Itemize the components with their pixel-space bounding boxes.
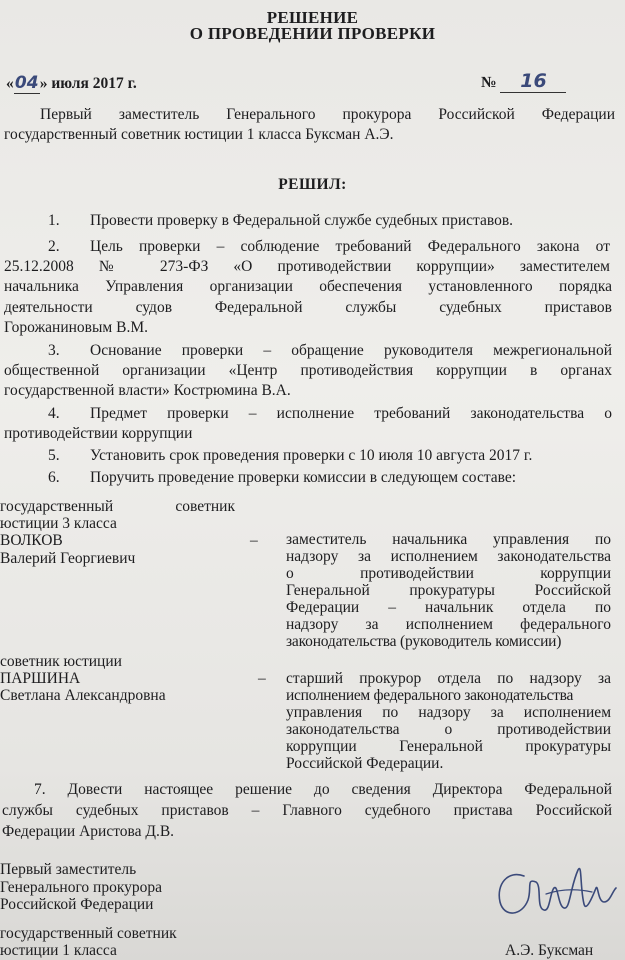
item-number: 2. [48,238,60,255]
date-open-quote: « [6,75,14,92]
member-role-line: о противодействии коррупции [286,565,611,582]
doc-title-line1: РЕШЕНИЕ [266,8,359,27]
item-number: 4. [48,405,60,422]
member-role-line: исполнением федерального законодательства [286,687,574,704]
item-text-line: Цель проверки – соблюдение требований Федерального закона от [90,238,610,255]
member-role-line: Российской Федерации. [286,755,444,772]
intro-line-1: Первый заместитель Генерального прокурора Российской Федерации [40,106,615,123]
item-text-line: противодействии коррупции [4,425,193,442]
item7-line: службы судебных приставов – Главного судебного пристава Российской [2,802,612,819]
member-role-line: законодательства о противодействии [286,721,611,738]
member-role-line: заместитель начальника управления по [286,531,611,548]
member-role-line: надзору за исполнением федерального [286,616,611,633]
member-role-line: старший прокурор отдела по надзору за [286,670,611,687]
member-role-line: управления по надзору за исполнением [286,704,611,721]
doc-date [6,74,137,94]
member-surname: ВОЛКОВ [0,532,63,549]
member-dash: – [250,532,258,549]
item-text-line: Провести проверку в Федеральной службе судебных приставов. [90,212,514,229]
member-rank-line: юстиции 3 класса [0,515,117,532]
item-text-line: Установить срок проведения проверки с 10 июля 10 августа 2017 г. [90,447,533,464]
member-surname: ПАРШИНА [0,670,81,687]
number-value: 16 [520,70,547,92]
item-number: 1. [48,212,60,229]
signatory-line: юстиции 1 класса [0,942,117,959]
item-text-line: Предмет проверки – исполнение требований законодательства о [90,405,612,422]
item-text-line: общественной организации «Центр противодействия коррупции в органах [4,362,612,379]
decided-heading: РЕШИЛ: [278,176,347,193]
member-given-names: Светлана Александровна [0,687,166,704]
date-day: 04 [14,73,39,93]
item-number: 6. [48,469,60,486]
member-dash: – [258,670,266,687]
item-text-line: Горожаниновым В.М. [4,319,148,336]
member-role-line: законодательства (руководитель комиссии) [286,633,562,650]
number-label: № [481,74,497,91]
item-text-line: начальника Управления организации обеспечения установленного порядка [4,278,612,295]
doc-title-line2: О ПРОВЕДЕНИИ ПРОВЕРКИ [189,24,436,43]
item-text-line: деятельности судов Федеральной службы судебных приставов [4,299,612,316]
handwritten-signature [488,858,620,930]
item-text-line: Основание проверки – обращение руководителя межрегиональной [90,342,612,359]
signatory-name: А.Э. Буксман [505,942,594,959]
item-number: 3. [48,342,60,359]
member-rank-line: государственный советник [0,498,235,515]
signatory-line: государственный советник [0,925,177,942]
item-text-line: государственной власти» Кострюмина В.А. [4,382,291,399]
member-role-line: Федерации – начальник отдела по [286,599,611,616]
signatory-line: Первый заместитель [0,861,137,878]
item-number: 5. [48,447,60,464]
member-role-line: надзору за исполнением законодательства [286,548,611,565]
date-rest: » июля 2017 г. [39,75,137,92]
intro-line-2: государственный советник юстиции 1 класса Буксман А.Э. [4,126,394,143]
item-text-line: Поручить проведение проверки комиссии в следующем составе: [90,469,517,486]
member-role-line: коррупции Генеральной прокуратуры [286,738,611,755]
item-text-line: 25.12.2008 № 273-ФЗ «О противодействии коррупции» заместителем [4,258,610,275]
signatory-line: Российской Федерации [0,896,154,913]
item7-line: Федерации Аристова Д.В. [2,823,175,840]
member-role-line: Генеральной прокуратуры Российской [286,582,611,599]
signatory-line: Генерального прокурора [0,879,163,896]
doc-number [481,72,566,93]
item7-line: 7. Довести настоящее решение до сведения Директора Федеральной [34,781,612,798]
member-given-names: Валерий Георгиевич [0,550,136,567]
member-rank-line: советник юстиции [0,653,122,670]
